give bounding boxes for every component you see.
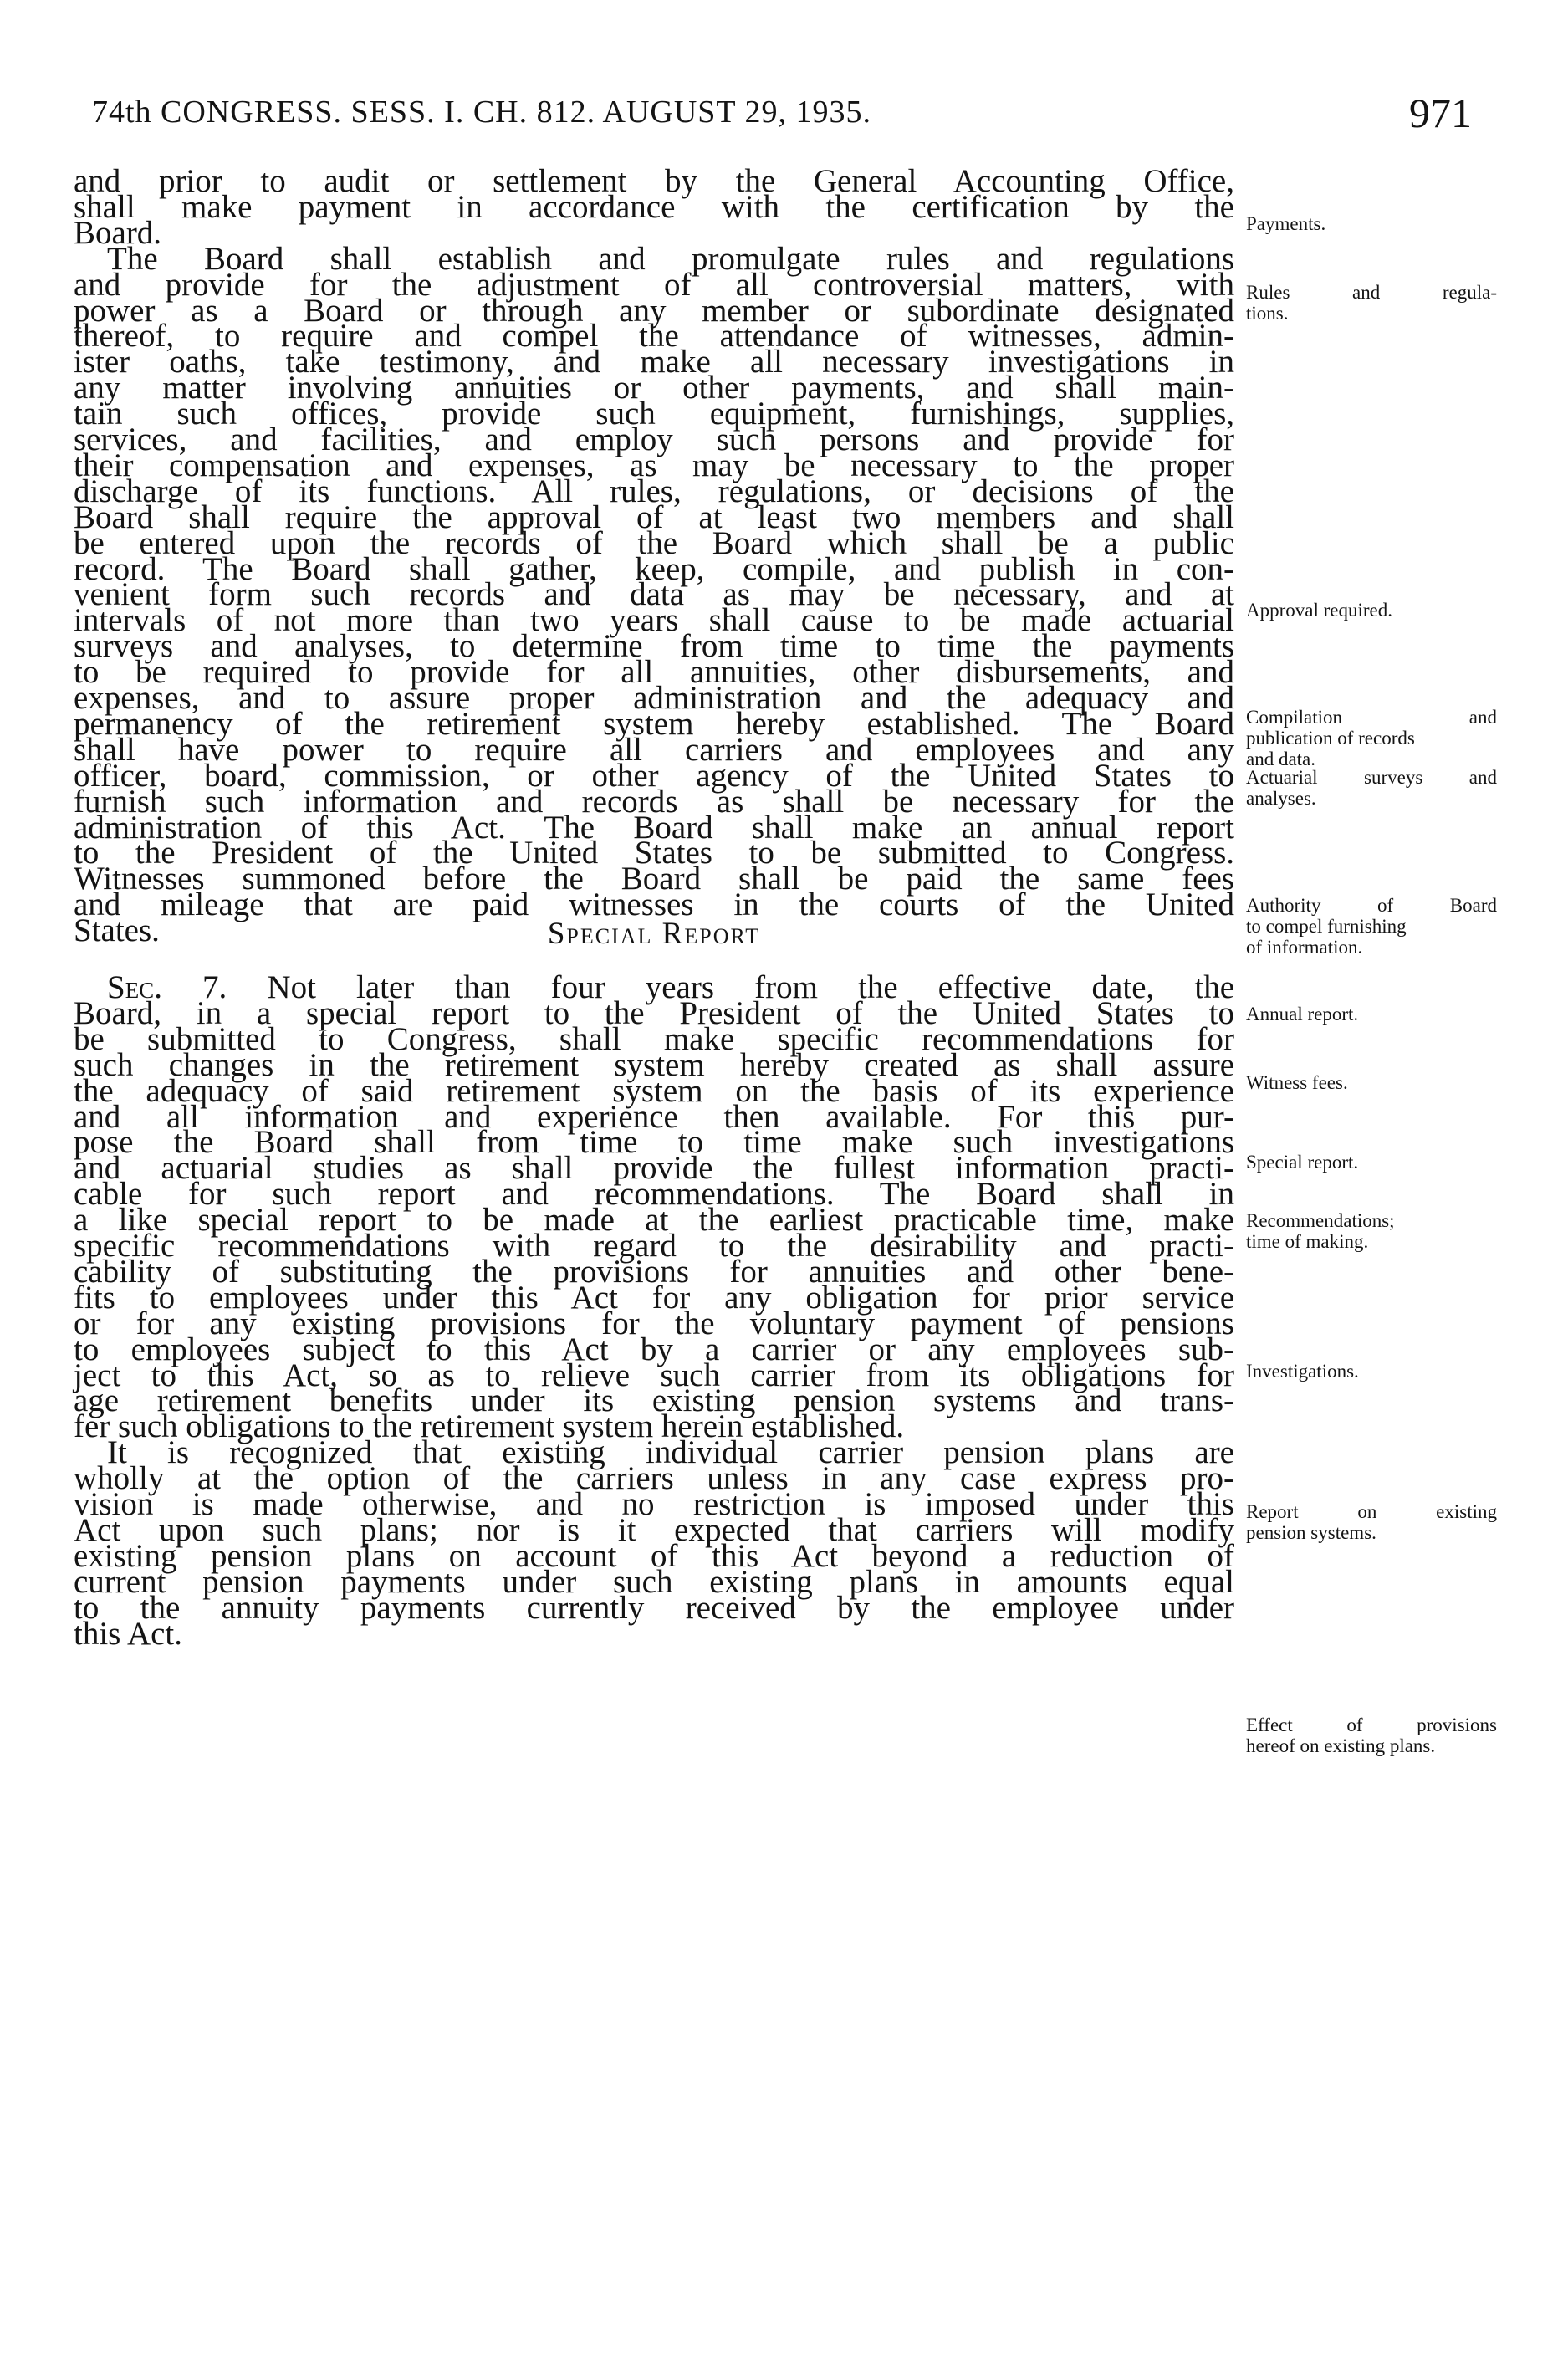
body-line: fer such obligations to the retirement system herein established. <box>74 1408 905 1445</box>
body-line: officer, board, commission, or other agency of the United States to <box>74 757 1234 794</box>
section-label: Sec. 7. <box>107 969 268 1006</box>
body-line: The Board shall establish and promulgate rules and regulations <box>107 240 1234 277</box>
margin-note-line: time of making. <box>1246 1231 1369 1252</box>
body-line: the adequacy of said retirement system on the basis of its experience <box>74 1072 1234 1109</box>
body-line: administration of this Act. The Board shall make an annual report <box>74 809 1234 846</box>
body-line: venient form such records and data as may be necessary, and at <box>74 576 1234 613</box>
body-line: services, and facilities, and employ such persons and provide for <box>74 422 1234 457</box>
body-line: this Act. <box>74 1615 183 1652</box>
margin-note-line: Authority of Board <box>1246 895 1497 916</box>
body-line: thereof, to require and compel the attendance of witnesses, admin- <box>74 318 1234 355</box>
page-header <box>92 89 1472 144</box>
margin-note <box>1246 1072 1497 1093</box>
body-line: vision is made otherwise, and no restriction is imposed under this <box>74 1486 1234 1523</box>
margin-note-line: to compel furnishing <box>1246 916 1407 937</box>
margin-notes <box>1246 163 1497 2338</box>
margin-note-line: Witness fees. <box>1246 1072 1348 1093</box>
margin-note-line: Recommendations; <box>1246 1210 1395 1231</box>
margin-note-line: Special report. <box>1246 1152 1359 1173</box>
margin-note-line: Payments. <box>1246 213 1326 234</box>
margin-note-line: Compilation and <box>1246 707 1497 728</box>
margin-note-line: hereof on existing plans. <box>1246 1735 1436 1756</box>
main-text <box>74 163 1234 2338</box>
body-line: Witnesses summoned before the Board shall be paid the same fees <box>74 861 1234 897</box>
margin-note-line: tions. <box>1246 303 1289 324</box>
body-line: Board shall require the approval of at least two members and shall <box>74 498 1234 535</box>
body-line: be submitted to Congress, shall make specific recommendations for <box>74 1020 1234 1057</box>
header-title: 74th CONGRESS. SESS. I. CH. 812. AUGUST 29, 1935. <box>92 95 871 130</box>
margin-note-line: Effect of provisions <box>1246 1714 1497 1735</box>
margin-note-line: pension systems. <box>1246 1522 1376 1543</box>
body-line: wholly at the option of the carriers unless in any case express pro- <box>74 1460 1234 1497</box>
body-line: surveys and analyses, to determine from time to time the payments <box>74 628 1234 665</box>
margin-note-line: Report on existing <box>1246 1501 1497 1522</box>
body-line: or for any existing provisions for the voluntary payment of pensions <box>74 1305 1234 1341</box>
body-line: to the President of the United States to be submitted to Congress. <box>74 835 1234 871</box>
body-line: Act upon such plans; nor is it expected that carriers will modify <box>74 1511 1234 1548</box>
body-line: Sec. 7. Not later than four years from the effective date, the <box>107 969 1234 1006</box>
margin-note <box>1246 600 1497 621</box>
body-line: Board, in a special report to the President of the United States to <box>74 994 1234 1031</box>
body-line: age retirement benefits under its existing pension systems and trans- <box>74 1382 1234 1419</box>
body-line: States. <box>74 912 160 949</box>
margin-note-line: Investigations. <box>1246 1361 1359 1382</box>
body-line: ister oaths, take testimony, and make all necessary investigations in <box>74 344 1234 381</box>
margin-note-line: and data. <box>1246 749 1316 769</box>
body-line: such changes in the retirement system hereby created as shall assure <box>74 1046 1234 1083</box>
body-line: and all information and experience then available. For this pur- <box>74 1098 1234 1135</box>
body-line: specific recommendations with regard to the desirability and practi- <box>74 1228 1234 1265</box>
body-line: intervals of not more than two years shall cause to be made actuarial <box>74 602 1234 639</box>
margin-note-line: Approval required. <box>1246 600 1392 621</box>
body-line: to be required to provide for all annuities, other disbursements, and <box>74 654 1234 691</box>
body-line: a like special report to be made at the earliest practicable time, make <box>74 1202 1234 1239</box>
body-line: record. The Board shall gather, keep, compile, and publish in con- <box>74 550 1234 587</box>
section-heading: Special Report <box>547 917 761 952</box>
margin-note <box>1246 1004 1497 1025</box>
margin-note-line: publication of records <box>1246 728 1415 749</box>
margin-note-line: Rules and regula- <box>1246 282 1497 303</box>
body-line: and mileage that are paid witnesses in the courts of the United <box>74 887 1234 923</box>
body-line: expenses, and to assure proper administration and the adequacy and <box>74 680 1234 716</box>
margin-note-line: of information. <box>1246 937 1363 958</box>
body-line: shall have power to require all carriers and employees and any <box>74 731 1234 768</box>
body-line: existing pension plans on account of this Act beyond a reduction of <box>74 1537 1234 1574</box>
margin-note <box>1246 1714 1497 1756</box>
body-line: fits to employees under this Act for any obligation for prior service <box>74 1279 1234 1316</box>
margin-note <box>1246 213 1497 234</box>
body-line: pose the Board shall from time to time make such investigations <box>74 1124 1234 1161</box>
body-line: and actuarial studies as shall provide the fullest information practi- <box>74 1150 1234 1187</box>
margin-note-line: Actuarial surveys and <box>1246 767 1497 788</box>
body-line: shall make payment in accordance with the certification by the <box>74 188 1234 225</box>
margin-note <box>1246 282 1497 324</box>
margin-note-line: analyses. <box>1246 788 1316 809</box>
body-line: furnish such information and records as shall be necessary for the <box>74 783 1234 820</box>
body-line: any matter involving annuities or other payments, and shall main- <box>74 370 1234 406</box>
margin-note <box>1246 895 1497 958</box>
body-line: current pension payments under such existing plans in amounts equal <box>74 1563 1234 1600</box>
body-line: discharge of its functions. All rules, regulations, or decisions of the <box>74 473 1234 509</box>
body-line: power as a Board or through any member or subordinate designated <box>74 292 1234 329</box>
margin-note <box>1246 1152 1497 1173</box>
page-number: 971 <box>1409 89 1472 136</box>
body-line: and prior to audit or settlement by the General Accounting Office, <box>74 163 1234 199</box>
margin-note <box>1246 707 1497 769</box>
body-line: Board. <box>74 214 162 251</box>
body-line: cability of substituting the provisions for annuities and other bene- <box>74 1253 1234 1290</box>
margin-note <box>1246 1210 1497 1252</box>
body-line: and provide for the adjustment of all controversial matters, with <box>74 266 1234 303</box>
body-line: cable for such report and recommendations. The Board shall in <box>74 1176 1234 1213</box>
margin-note <box>1246 767 1497 809</box>
body-line: to employees subject to this Act by a carrier or any employees sub- <box>74 1331 1234 1367</box>
body-line: It is recognized that existing individual carrier pension plans are <box>107 1434 1234 1471</box>
margin-note <box>1246 1501 1497 1543</box>
body-line: ject to this Act, so as to relieve such carrier from its obligations for <box>74 1357 1234 1393</box>
margin-note-line: Annual report. <box>1246 1004 1359 1025</box>
margin-note <box>1246 1361 1497 1382</box>
body-line: their compensation and expenses, as may be necessary to the proper <box>74 447 1234 483</box>
body-line: be entered upon the records of the Board which shall be a public <box>74 524 1234 561</box>
body-line: to the annuity payments currently received by the employee under <box>74 1589 1234 1626</box>
body-line: tain such offices, provide such equipment, furnishings, supplies, <box>74 396 1234 432</box>
body-line: permanency of the retirement system hereby established. The Board <box>74 705 1234 742</box>
